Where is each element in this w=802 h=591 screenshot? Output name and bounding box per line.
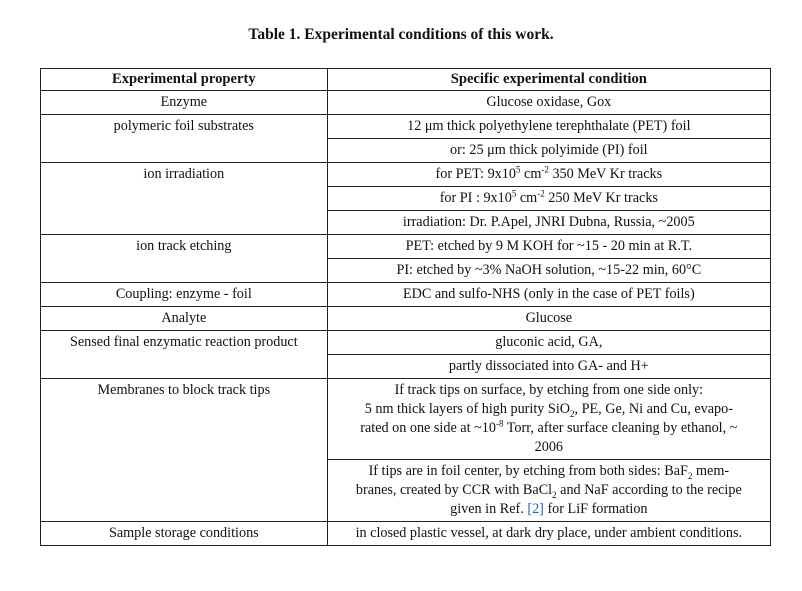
table-row	[41, 91, 771, 115]
condition-cell: irradiation: Dr. P.Apel, JNRI Dubna, Russia, ~2005	[327, 211, 770, 235]
text-part: and NaF according to the recipe	[556, 482, 742, 498]
text-part: mem-	[692, 463, 730, 479]
table-caption: Table 1. Experimental conditions of this work.	[248, 26, 554, 43]
text-part: Torr, after surface cleaning by ethanol, ~	[503, 420, 738, 436]
table-row	[41, 283, 771, 307]
text-part: branes, created by CCR with BaCl	[355, 482, 553, 498]
property-cell: ion irradiation	[41, 163, 328, 235]
text-part: for LiF formation	[543, 501, 648, 517]
header-property: Experimental property	[41, 69, 328, 91]
header-condition: Specific experimental condition	[327, 69, 770, 91]
condition-cell: EDC and sulfo-NHS (only in the case of PET foils)	[327, 283, 770, 307]
property-cell: polymeric foil substrates	[41, 115, 328, 163]
property-cell: Enzyme	[41, 91, 328, 115]
subscript: 2	[570, 408, 575, 419]
condition-cell: Glucose	[327, 307, 770, 331]
superscript: 5	[516, 164, 521, 175]
table-row	[41, 115, 771, 139]
text-part: 2006	[534, 439, 563, 455]
condition-cell: in closed plastic vessel, at dark dry place, under ambient conditions.	[327, 522, 770, 546]
text-part: 5 nm thick layers of high purity SiO	[364, 401, 571, 417]
text-part: cm	[516, 190, 538, 206]
table-row	[41, 331, 771, 355]
condition-cell: Glucose oxidase, Gox	[327, 91, 770, 115]
text-part: given in Ref.	[450, 501, 528, 517]
conditions-table	[40, 68, 771, 546]
text-part: cm	[520, 166, 542, 182]
text-part: , PE, Ge, Ni and Cu, evapo-	[574, 401, 733, 417]
property-cell: Sensed final enzymatic reaction product	[41, 331, 328, 379]
property-cell: Membranes to block track tips	[41, 379, 328, 522]
table-row	[41, 235, 771, 259]
property-cell: Coupling: enzyme - foil	[41, 283, 328, 307]
condition-cell	[327, 163, 770, 187]
condition-cell: PET: etched by 9 M KOH for ~15 - 20 min at R.T.	[327, 235, 770, 259]
subscript: 2	[687, 470, 693, 481]
condition-cell: gluconic acid, GA,	[327, 331, 770, 355]
reference-link[interactable]: [2]	[527, 501, 544, 517]
condition-cell: partly dissociated into GA- and H+	[327, 355, 770, 379]
property-cell: ion track etching	[41, 235, 328, 283]
superscript: -2	[537, 188, 545, 199]
text-part: If track tips on surface, by etching from one side only:	[394, 382, 704, 398]
superscript: 5	[511, 188, 517, 199]
text-part: If tips are in foil center, by etching from both sides: BaF	[368, 463, 688, 479]
table-header-row	[41, 69, 771, 91]
table-row	[41, 307, 771, 331]
superscript: -8	[495, 418, 504, 429]
subscript: 2	[552, 489, 557, 500]
text-part: 250 MeV Kr tracks	[544, 190, 658, 206]
text-part: rated on one side at ~10	[360, 420, 496, 436]
text-part: for PET: 9x10	[435, 166, 516, 182]
table-row	[41, 522, 771, 546]
condition-cell	[327, 379, 770, 460]
condition-cell	[327, 460, 770, 522]
condition-cell: PI: etched by ~3% NaOH solution, ~15-22 min, 60°C	[327, 259, 770, 283]
condition-cell: or: 25 μm thick polyimide (PI) foil	[327, 139, 770, 163]
table-row	[41, 163, 771, 187]
property-cell: Sample storage conditions	[41, 522, 328, 546]
condition-cell: 12 μm thick polyethylene terephthalate (PET) foil	[327, 115, 770, 139]
text-part: 350 MeV Kr tracks	[548, 166, 663, 182]
property-cell: Analyte	[41, 307, 328, 331]
condition-cell	[327, 187, 770, 211]
superscript: -2	[541, 164, 549, 175]
text-part: for PI : 9x10	[439, 190, 512, 206]
table-row	[41, 379, 771, 460]
